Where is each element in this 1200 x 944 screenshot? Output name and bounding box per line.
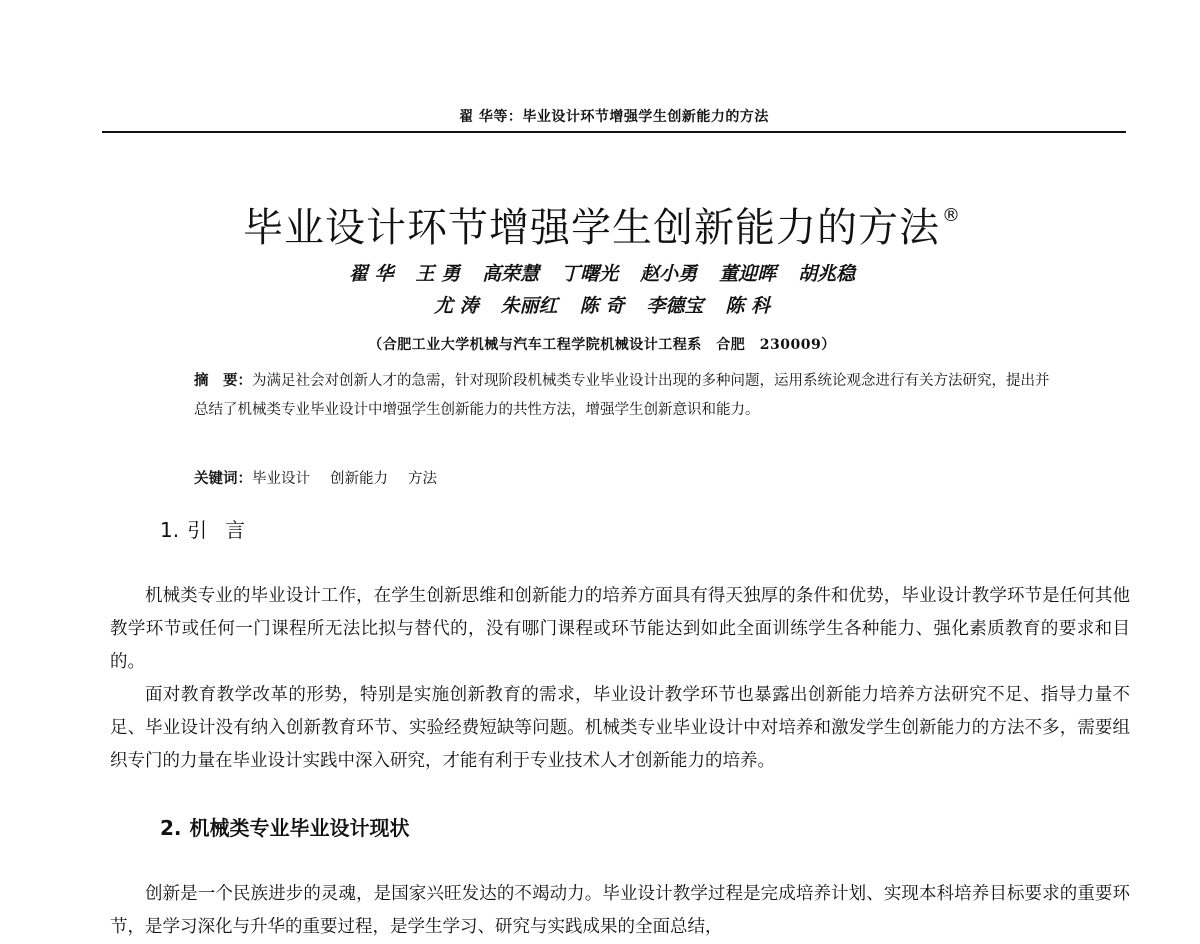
keywords-label: 关键词： [194,470,252,487]
author: 丁曙光 [561,263,619,285]
section-number: 1. [160,518,180,542]
paper-title [102,186,1102,258]
author: 高荣慧 [482,263,540,285]
keywords [194,467,1054,488]
author: 赵小勇 [640,263,698,285]
body-paragraph: 机械类专业的毕业设计工作，在学生创新思维和创新能力的培养方面具有得天独厚的条件和优势，毕业设计教学环节是任何其他教学环节或任何一门课程所无法比拟与替代的，没有哪门课程或环节能达到如此全面训练学生各种能力、强化素质教育的要求和目的。 [110,585,1130,672]
affiliation: （合肥工业大学机械与汽车工程学院机械设计工程系 合肥 230009） [368,337,836,353]
section-title: 机械类专业毕业设计现状 [189,816,410,840]
author: 李德宝 [646,295,704,317]
running-header: 翟 华等：毕业设计环节增强学生创新能力的方法 [459,109,769,125]
keyword: 方法 [408,471,437,487]
section-heading-1 [160,514,263,543]
body-paragraph: 创新是一个民族进步的灵魂，是国家兴旺发达的不竭动力。毕业设计教学过程是完成培养计划、实现本科培养目标要求的重要环节，是学习深化与升华的重要过程，是学生学习、研究与实践成果的全面总结， [110,883,1130,937]
author: 胡兆稳 [798,263,856,285]
title-footnote-mark: ® [942,205,961,226]
abstract-label: 摘 要： [194,372,252,389]
section-number: 2. [160,816,182,840]
author: 尤 涛 [434,295,479,317]
author-line-2 [102,291,1102,318]
keyword: 毕业设计 [252,471,310,487]
author-line-1 [102,259,1102,286]
author: 陈 科 [725,295,770,317]
body-paragraph: 面对教育教学改革的形势，特别是实施创新教育的需求，毕业设计教学环节也暴露出创新能力培养方法研究不足、指导力量不足、毕业设计没有纳入创新教育环节、实验经费短缺等问题。机械类专业毕业设计中对培养和激发学生创新能力的方法不多，需要组织专门的力量在毕业设计实践中深入研究，才能有利于专业技术人才创新能力的培养。 [110,684,1130,771]
header-rule [102,131,1126,133]
author: 翟 华 [348,263,394,285]
author: 陈 奇 [579,295,625,317]
keyword: 创新能力 [330,471,388,487]
author: 王 勇 [415,263,461,285]
section-heading-2 [160,812,410,841]
abstract [194,366,1054,425]
author: 朱丽红 [500,295,558,317]
title-text: 毕业设计环节增强学生创新能力的方法 [243,205,940,251]
abstract-text: 为满足社会对创新人才的急需，针对现阶段机械类专业毕业设计出现的多种问题，运用系统论观念进行有关方法研究，提出并总结了机械类专业毕业设计中增强学生创新能力的共性方法，增强学生创新意识和能力。 [194,373,1050,418]
section-title: 引言 [187,518,264,542]
author: 董迎晖 [719,263,777,285]
